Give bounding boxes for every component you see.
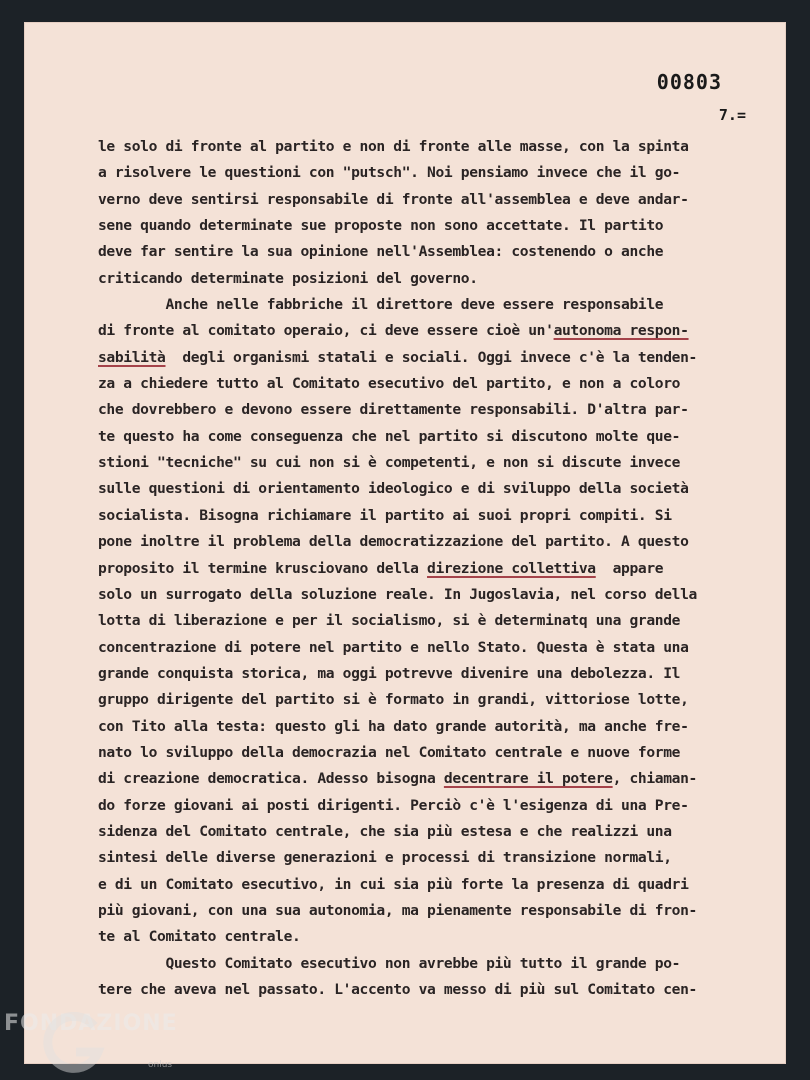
text-segment: proposito il termine krusciovano della	[98, 559, 428, 577]
text-segment: sene quando determinate sue proposte non sono accettate. Il partito	[98, 217, 664, 235]
text-line	[98, 450, 778, 476]
underlined-phrase: decentrare il potere	[443, 770, 613, 788]
text-segment: con Tito alla testa: questo gli ha dato grande autorità, ma anche fre-	[98, 717, 689, 735]
text-segment: degli organismi statali e sociali. Oggi invece c'è la tenden-	[165, 348, 697, 366]
underlined-phrase: sabilità	[98, 348, 166, 366]
text-line	[98, 687, 778, 713]
text-segment: za a chiedere tutto al Comitato esecutivo del partito, e non a coloro	[98, 375, 681, 393]
text-segment: criticando determinate posizioni del governo.	[98, 269, 478, 287]
text-segment: te al Comitato centrale.	[98, 928, 301, 946]
watermark-text: FONDAZIONE	[4, 1011, 178, 1036]
text-line	[98, 345, 778, 371]
document-body	[98, 134, 778, 1003]
text-segment: gruppo dirigente del partito si è formato in grandi, vittoriose lotte,	[98, 691, 689, 709]
text-segment: socialista. Bisogna richiamare il partito ai suoi propri compiti. Si	[98, 506, 672, 524]
text-segment: pone inoltre il problema della democratizzazione del partito. A questo	[98, 533, 689, 551]
text-segment: sidenza del Comitato centrale, che sia più estesa e che realizzi una	[98, 822, 672, 840]
text-line	[98, 635, 778, 661]
text-segment: di creazione democratica. Adesso bisogna	[98, 770, 444, 788]
text-segment: concentrazione di potere nel partito e nello Stato. Questa è stata una	[98, 638, 689, 656]
page-number: 7.=	[718, 106, 746, 124]
text-line	[98, 292, 778, 318]
text-segment: te questo ha come conseguenza che nel partito si discutono molte que-	[98, 427, 681, 445]
text-segment: di fronte al comitato operaio, ci deve essere cioè un'	[98, 322, 554, 340]
text-line	[98, 424, 778, 450]
text-line	[98, 187, 778, 213]
text-line	[98, 239, 778, 265]
text-line	[98, 556, 778, 582]
text-line	[98, 213, 778, 239]
text-line	[98, 160, 778, 186]
text-segment: a risolvere le questioni con "putsch". Noi pensiamo invece che il go-	[98, 164, 681, 182]
text-line	[98, 977, 778, 1003]
text-line	[98, 872, 778, 898]
text-line	[98, 898, 778, 924]
text-line	[98, 476, 778, 502]
document-number: 00803	[656, 70, 722, 94]
text-segment: , chiaman-	[612, 770, 697, 788]
text-line	[98, 266, 778, 292]
text-line	[98, 134, 778, 160]
text-line	[98, 582, 778, 608]
text-line	[98, 318, 778, 344]
text-segment: Questo Comitato esecutivo non avrebbe più tutto il grande po-	[98, 954, 681, 972]
text-segment: stioni "tecniche" su cui non si è competenti, e non si discute invece	[98, 454, 681, 472]
text-line	[98, 845, 778, 871]
text-segment: sulle questioni di orientamento ideologico e di sviluppo della società	[98, 480, 689, 498]
text-line	[98, 503, 778, 529]
text-line	[98, 740, 778, 766]
text-line	[98, 371, 778, 397]
text-line	[98, 951, 778, 977]
text-segment: do forze giovani ai posti dirigenti. Perciò c'è l'esigenza di una Pre-	[98, 796, 689, 814]
document-page	[24, 22, 786, 1064]
text-line	[98, 397, 778, 423]
text-line	[98, 608, 778, 634]
text-line	[98, 766, 778, 792]
text-segment: solo un surrogato della soluzione reale. In Jugoslavia, nel corso della	[98, 585, 697, 603]
text-segment: nato lo sviluppo della democrazia nel Comitato centrale e nuove forme	[98, 743, 681, 761]
text-segment: verno deve sentirsi responsabile di fronte all'assemblea e deve andar-	[98, 190, 689, 208]
text-segment: tere che aveva nel passato. L'accento va messo di più sul Comitato cen-	[98, 981, 697, 998]
text-segment: lotta di liberazione e per il socialismo, si è determinatq una grande	[98, 612, 681, 630]
text-segment: appare	[595, 559, 664, 577]
fondazione-logo-icon	[36, 1012, 108, 1076]
text-segment: grande conquista storica, ma oggi potrevve divenire una debolezza. Il	[98, 664, 681, 682]
text-line	[98, 714, 778, 740]
text-segment: Anche nelle fabbriche il direttore deve essere responsabile	[98, 296, 664, 314]
text-line	[98, 793, 778, 819]
underlined-phrase: autonoma respon-	[553, 322, 689, 340]
text-segment: sintesi delle diverse generazioni e processi di transizione normali,	[98, 849, 672, 867]
underlined-phrase: direzione collettiva	[427, 559, 596, 577]
text-line	[98, 819, 778, 845]
text-line	[98, 924, 778, 950]
text-segment: che dovrebbero e devono essere direttamente responsabili. D'altra par-	[98, 401, 689, 419]
text-line	[98, 529, 778, 555]
text-segment: le solo di fronte al partito e non di fronte alle masse, con la spinta	[98, 138, 689, 155]
text-segment: più giovani, con una sua autonomia, ma pienamente responsabile di fron-	[98, 901, 697, 919]
text-line	[98, 661, 778, 687]
text-segment: deve far sentire la sua opinione nell'Assemblea: costenendo o anche	[98, 243, 664, 261]
watermark-subtext: onlus	[148, 1060, 173, 1070]
text-segment: e di un Comitato esecutivo, in cui sia più forte la presenza di quadri	[98, 875, 689, 893]
